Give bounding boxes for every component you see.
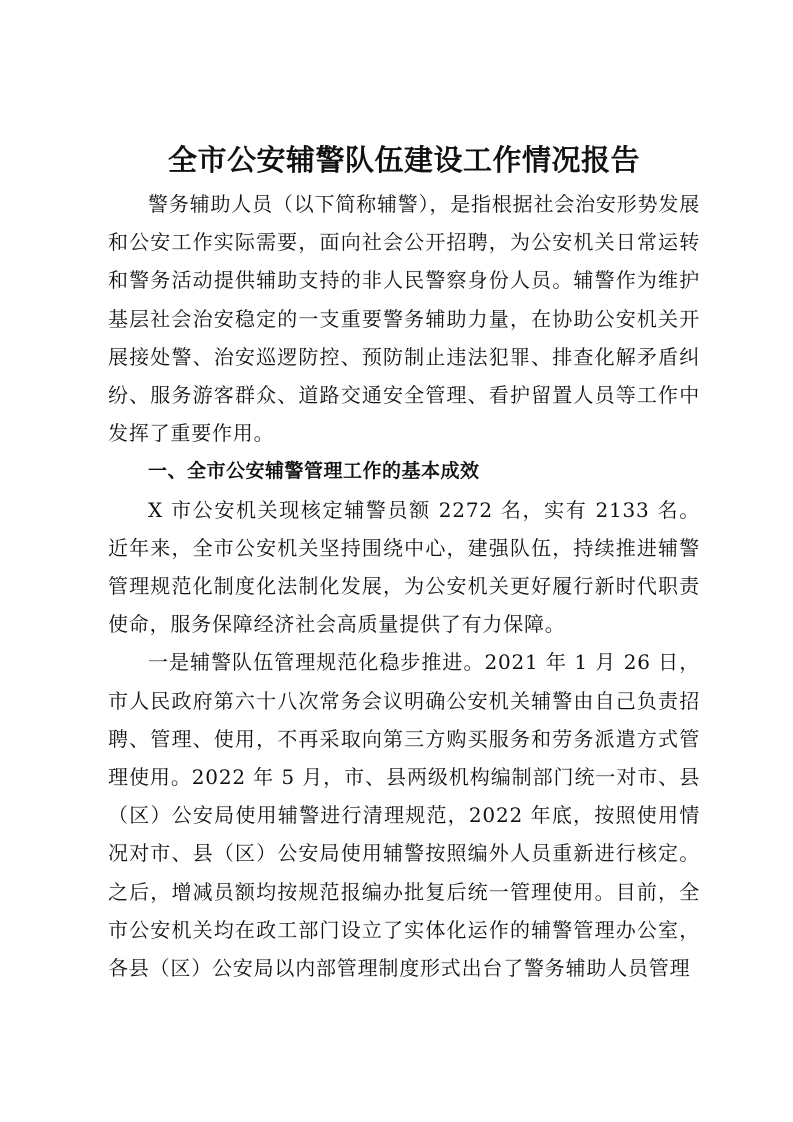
paragraph-intro: 警务辅助人员（以下简称辅警），是指根据社会治安形势发展和公安工作实际需要，面向社会公开招聘，为公安机关日常运转和警务活动提供辅助支持的非人民警察身份人员。辅警作为维护基层社会治安稳定的一支重要警务辅助力量，在协助公安机关开展接处警、治安巡逻防控、预防制止违法犯罪、排查化解矛盾纠纷、服务游客群众、道路交通安全管理、看护留置人员等工作中发挥了重要作用。 xyxy=(108,192,700,446)
document-body xyxy=(108,185,700,987)
paragraph-overview: X 市公安机关现核定辅警员额 2272 名，实有 2133 名。近年来，全市公安机关坚持围绕中心，建强队伍，持续推进辅警管理规范化制度化法制化发展，为公安机关更好履行新时代职责使命，服务保障经济社会高质量提供了有力保障。 xyxy=(108,497,700,637)
section-heading-1: 一、全市公安辅警管理工作的基本成效 xyxy=(148,460,480,483)
document-title: 全市公安辅警队伍建设工作情况报告 xyxy=(167,143,640,177)
paragraph-management: 一是辅警队伍管理规范化稳步推进。2021 年 1 月 26 日，市人民政府第六十八次常务会议明确公安机关辅警由自己负责招聘、管理、使用，不再采取向第三方购买服务和劳务派遣方式管理使用。2022 年 5 月，市、县两级机构编制部门统一对市、县（区）公安局使用辅警进行清理规范，2022 年底，按照使用情况对市、县（区）公安局使用辅警按照编外人员重新进行核定。之后，增减员额均按规范报编办批复后统一管理使用。目前，全市公安机关均在政工部门设立了实体化运作的辅警管理办公室，各县（区）公安局以内部管理制度形式出台了警务辅助人员管理 xyxy=(108,650,700,981)
